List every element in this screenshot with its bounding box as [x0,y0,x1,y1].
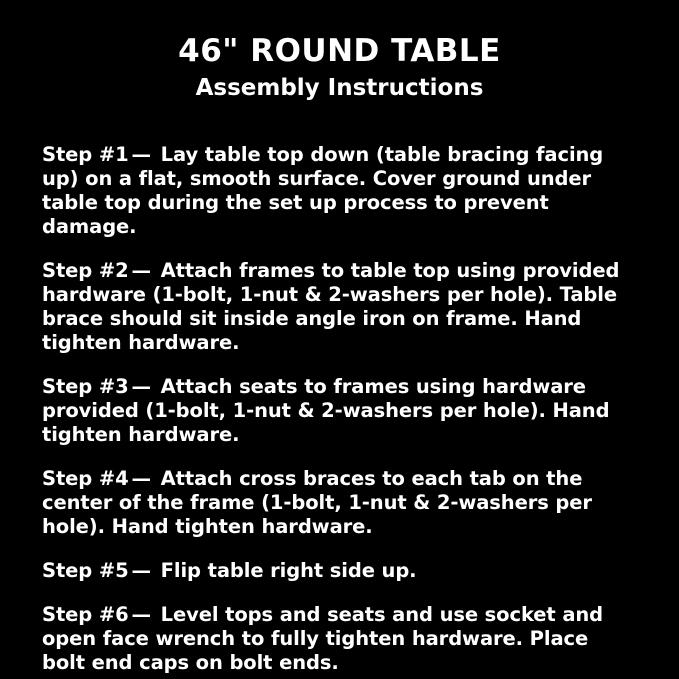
step-label: Step #5 [42,558,129,582]
step-item [42,467,637,539]
step-text: Attach seats to frames using hardware provided (1-bolt, 1-nut & 2-washers per hole). Hand tighten hardware. [42,374,610,446]
step-dash: — [131,374,151,398]
step-label: Step #4 [42,466,129,490]
step-label: Step #3 [42,374,129,398]
step-item [42,143,637,239]
step-text: Attach frames to table top using provided hardware (1-bolt, 1-nut & 2-washers per hole). Table brace should sit inside angle iron on frame. Hand tighten hardware. [42,258,620,354]
step-item [42,559,637,583]
step-label: Step #6 [42,602,129,626]
page-title: 46" ROUND TABLE [178,33,501,69]
header [42,34,637,101]
step-text: Flip table right side up. [160,558,417,582]
step-label: Step #1 [42,142,129,166]
step-text: Level tops and seats and use socket and open face wrench to fully tighten hardware. Place bolt end caps on bolt ends. [42,602,604,674]
page-subtitle: Assembly Instructions [195,75,484,102]
step-text: Lay table top down (table bracing facing up) on a flat, smooth surface. Cover ground under table top during the set up process to prevent damage. [42,142,604,238]
step-item [42,259,637,355]
step-label: Step #2 [42,258,129,282]
step-dash: — [131,142,151,166]
step-dash: — [131,558,151,582]
step-item [42,603,637,675]
steps-list [42,123,637,674]
step-dash: — [131,602,151,626]
step-item [42,375,637,447]
step-dash: — [131,466,151,490]
step-dash: — [131,258,151,282]
step-text: Attach cross braces to each tab on the center of the frame (1-bolt, 1-nut & 2-washers per hole). Hand tighten hardware. [42,466,592,538]
